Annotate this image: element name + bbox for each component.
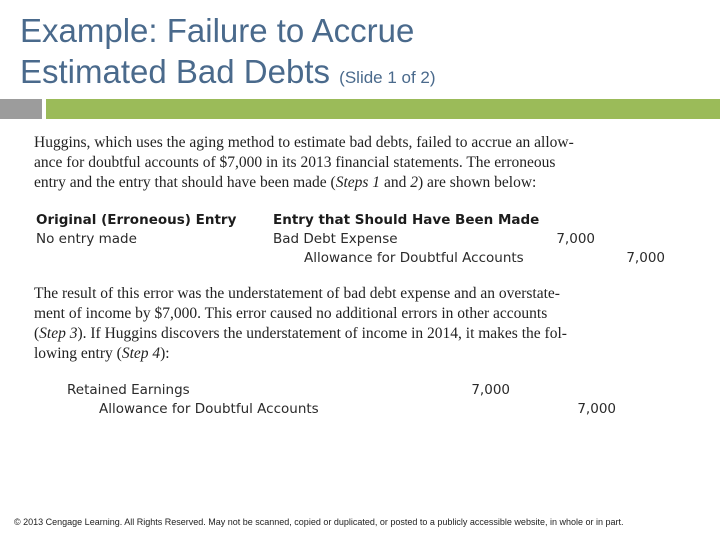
copyright-footer: © 2013 Cengage Learning. All Rights Reserved. May not be scanned, copied or duplicated, or posted to a publicly accessible website, in whole or in part. [14, 517, 624, 527]
paragraph-intro-line2: ance for doubtful accounts of $7,000 in its 2013 financial statements. The erroneous [34, 154, 556, 171]
result-line4-start: lowing entry ( [34, 345, 122, 362]
header-accent-gray [0, 99, 42, 119]
result-step4: Step 4 [121, 345, 161, 362]
paragraph-result [34, 284, 674, 364]
header-accent-green [46, 99, 720, 119]
slide-title-line1: Example: Failure to Accrue [20, 12, 415, 49]
slide-title [20, 10, 710, 98]
paragraph-intro-line1: Huggins, which uses the aging method to estimate bad debts, failed to accrue an allow- [34, 134, 574, 151]
paragraph-result-line1: The result of this error was the understatement of bad debt expense and an overstate- [34, 285, 560, 302]
result-line3-start: ( [34, 325, 40, 342]
correction-debit-amount: 7,000 [471, 382, 510, 398]
intro-step2: 2 [410, 174, 418, 191]
result-line4-end: ): [160, 345, 170, 362]
slide-title-line2 [20, 51, 710, 98]
paragraph-intro [34, 133, 674, 193]
intro-and: and [380, 174, 411, 191]
correction-credit-account: Allowance for Doubtful Accounts [99, 401, 319, 417]
result-line3-end: ). If Huggins discovers the understatement of income in 2014, it makes the fol- [77, 325, 567, 342]
entry-debit-amount: 7,000 [556, 231, 595, 247]
intro-line3-end: ) are shown below: [417, 174, 537, 191]
paragraph-result-line3 [34, 324, 674, 344]
original-entry-text: No entry made [36, 231, 137, 247]
result-step3: Step 3 [39, 325, 78, 342]
intro-line3-start: entry and the entry that should have been made ( [34, 174, 336, 191]
paragraph-intro-line3 [34, 173, 674, 193]
paragraph-result-line2: ment of income by $7,000. This error caused no additional errors in other accounts [34, 305, 548, 322]
entry-credit-amount: 7,000 [626, 250, 665, 266]
entry-credit-account: Allowance for Doubtful Accounts [304, 250, 524, 266]
correction-credit-amount: 7,000 [577, 401, 616, 417]
correction-debit-account: Retained Earnings [67, 382, 190, 398]
intro-step1: Steps 1 [335, 174, 381, 191]
entry-debit-account: Bad Debt Expense [273, 231, 398, 247]
slide-title-suffix: (Slide 1 of 2) [339, 68, 436, 87]
original-entry-header: Original (Erroneous) Entry [36, 212, 237, 228]
slide-title-main: Estimated Bad Debts [20, 53, 330, 90]
correct-entry-header: Entry that Should Have Been Made [273, 212, 540, 228]
paragraph-result-line4 [34, 344, 674, 364]
